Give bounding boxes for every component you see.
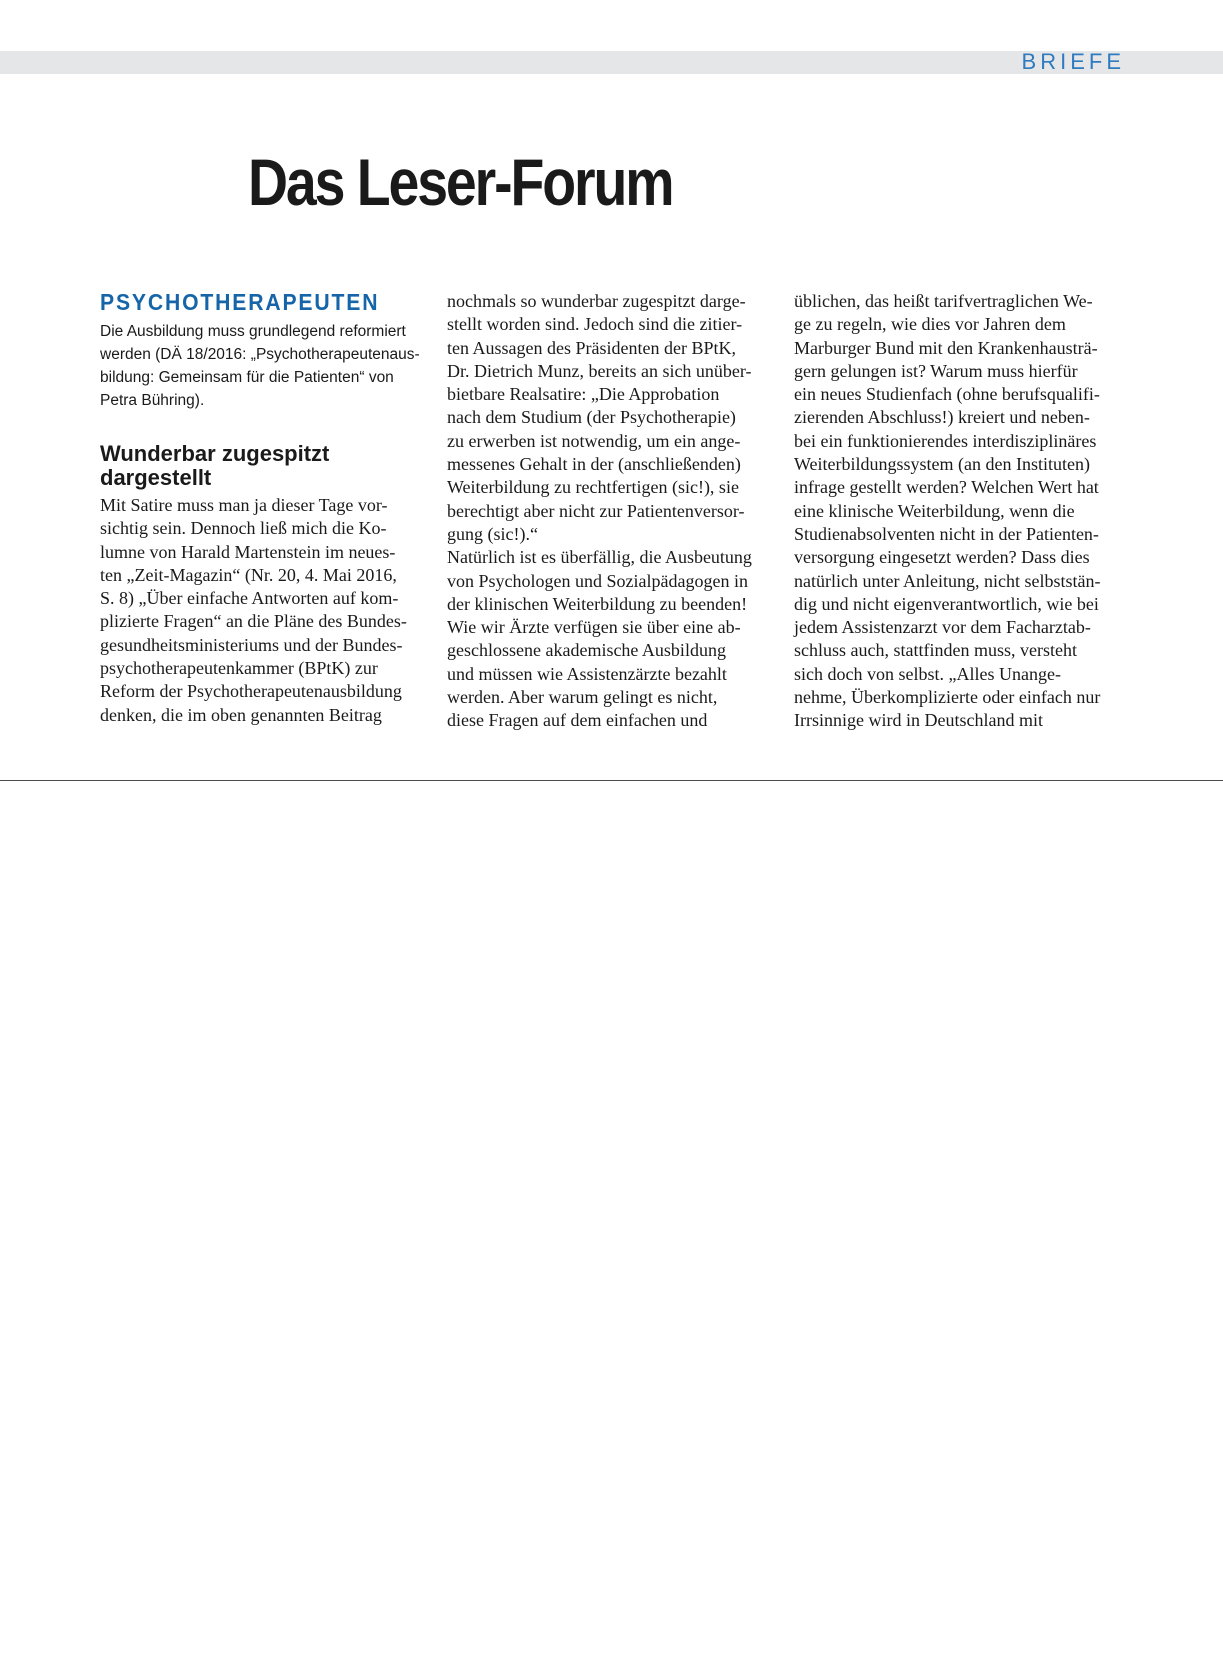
body-line: bei ein funktionierendes interdisziplinäres [794, 430, 1097, 451]
teaser-line: bildung: Gemeinsam für die Patienten“ von [100, 369, 394, 386]
body-line: berechtigt aber nicht zur Patientenversor- [447, 500, 745, 521]
body-line: Natürlich ist es überfällig, die Ausbeutung [447, 547, 752, 568]
body-line: gung (sic!).“ [447, 523, 538, 544]
article-teaser [100, 320, 430, 412]
heading-line: dargestellt [100, 465, 212, 490]
body-line: Reform der Psychotherapeutenausbildung [100, 681, 402, 702]
body-line: Weiterbildungssystem (an den Instituten) [794, 454, 1090, 475]
body-text-column-3 [794, 290, 1124, 733]
body-line: gern gelungen ist? Warum muss hierfür [794, 360, 1078, 381]
body-line: ge zu regeln, wie dies vor Jahren dem [794, 314, 1066, 335]
column-3 [794, 290, 1124, 733]
body-line: schluss auch, stattfinden muss, versteht [794, 640, 1077, 661]
column-2 [447, 290, 777, 733]
teaser-line: Petra Bühring). [100, 392, 205, 409]
body-line: nochmals so wunderbar zugespitzt darge- [447, 291, 746, 311]
body-line: psychotherapeutenkammer (BPtK) zur [100, 658, 378, 679]
bottom-divider [0, 780, 1223, 781]
teaser-line: werden (DÄ 18/2016: „Psychotherapeutenaus- [100, 346, 420, 363]
body-line: zierenden Abschluss!) kreiert und neben- [794, 407, 1090, 428]
body-line: sich doch von selbst. „Alles Unange- [794, 663, 1061, 684]
body-line: Mit Satire muss man ja dieser Tage vor- [100, 495, 388, 515]
body-line: und müssen wie Assistenzärzte bezahlt [447, 663, 727, 684]
body-line: eine klinische Weiterbildung, wenn die [794, 500, 1075, 521]
body-line: gesundheitsministeriums und der Bundes- [100, 634, 403, 655]
body-text-column-2 [447, 290, 777, 733]
column-1 [100, 288, 430, 727]
body-line: Wie wir Ärzte verfügen sie über eine ab- [447, 617, 741, 638]
page-title: Das Leser-Forum [248, 145, 673, 219]
body-line: dig und nicht eigenverantwortlich, wie bei [794, 593, 1099, 614]
body-line: zu erwerben ist notwendig, um ein ange- [447, 430, 741, 451]
body-line: Weiterbildung zu rechtfertigen (sic!), sie [447, 477, 739, 498]
body-line: nach dem Studium (der Psychotherapie) [447, 407, 736, 428]
body-line: infrage gestellt werden? Welchen Wert hat [794, 477, 1099, 498]
section-label: BRIEFE [1021, 49, 1125, 74]
body-line: denken, die im oben genannten Beitrag [100, 704, 382, 725]
body-line: lumne von Harald Martenstein im neues- [100, 541, 396, 562]
body-line: ten „Zeit-Magazin“ (Nr. 20, 4. Mai 2016, [100, 564, 397, 585]
body-line: jedem Assistenzarzt vor dem Facharztab- [794, 617, 1091, 638]
body-line: bietbare Realsatire: „Die Approbation [447, 384, 720, 405]
article-category: PSYCHOTHERAPEUTEN [100, 289, 380, 315]
body-line: ein neues Studienfach (ohne berufsqualifi- [794, 384, 1100, 405]
body-line: von Psychologen und Sozialpädagogen in [447, 570, 748, 591]
body-line: Dr. Dietrich Munz, bereits an sich unüber- [447, 360, 752, 381]
body-text-column-1 [100, 494, 430, 727]
body-line: werden. Aber warum gelingt es nicht, [447, 687, 718, 708]
body-line: ten Aussagen des Präsidenten der BPtK, [447, 337, 736, 358]
body-line: Marburger Bund mit den Krankenhausträ- [794, 337, 1098, 358]
teaser-line: Die Ausbildung muss grundlegend reformiert [100, 323, 406, 340]
body-line: stellt worden sind. Jedoch sind die zitier- [447, 314, 743, 335]
body-line: S. 8) „Über einfache Antworten auf kom- [100, 588, 399, 609]
body-line: üblichen, das heißt tarifvertraglichen We- [794, 291, 1093, 311]
article-heading [100, 442, 430, 490]
body-line: sichtig sein. Dennoch ließ mich die Ko- [100, 518, 387, 539]
body-line: diese Fragen auf dem einfachen und [447, 710, 708, 731]
heading-line: Wunderbar zugespitzt [100, 441, 330, 466]
body-line: messenes Gehalt in der (anschließenden) [447, 454, 741, 475]
body-line: natürlich unter Anleitung, nicht selbststän- [794, 570, 1101, 591]
body-line: Irrsinnige wird in Deutschland mit [794, 710, 1043, 731]
body-line: geschlossene akademische Ausbildung [447, 640, 726, 661]
body-line: nehme, Überkomplizierte oder einfach nur [794, 687, 1101, 708]
body-line: plizierte Fragen“ an die Pläne des Bundes- [100, 611, 407, 632]
body-line: versorgung eingesetzt werden? Dass dies [794, 547, 1090, 568]
body-line: der klinischen Weiterbildung zu beenden! [447, 593, 748, 614]
body-line: Studienabsolventen nicht in der Patienten- [794, 523, 1099, 544]
